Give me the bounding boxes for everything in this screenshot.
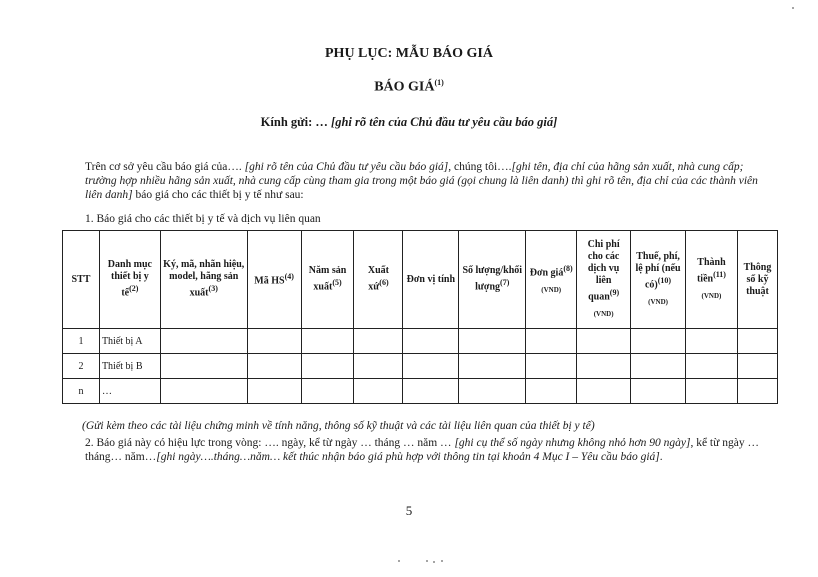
table-cell xyxy=(354,379,403,404)
header-cell xyxy=(99,231,160,329)
header-sup: (8) xyxy=(563,264,573,274)
header-label: Chi phí cho các dịch vụ liên quan xyxy=(587,239,620,303)
header-cell xyxy=(301,231,354,329)
header-label: Xuất xứ xyxy=(367,265,389,293)
table-cell xyxy=(686,354,738,379)
row-item: Thiết bị B xyxy=(99,354,160,379)
table-cell xyxy=(526,329,577,354)
header-cell xyxy=(737,231,777,329)
section-2-text-3: . xyxy=(659,451,663,463)
header-sup: (3) xyxy=(208,284,218,294)
header-label: Thành tiền xyxy=(696,257,726,285)
header-cell xyxy=(631,231,686,329)
table-cell xyxy=(459,379,526,404)
intro-hint-1: [ghi rõ tên của Chủ đầu tư yêu cầu báo giá] xyxy=(244,161,449,173)
table-cell xyxy=(160,354,247,379)
header-cell xyxy=(354,231,403,329)
header-sup: (4) xyxy=(284,272,294,282)
header-label: Đơn giá xyxy=(529,267,564,279)
addressee-hint: [ghi rõ tên của Chủ đầu tư yêu cầu báo giá] xyxy=(331,115,558,129)
header-sup: (6) xyxy=(379,278,389,288)
header-cell xyxy=(160,231,247,329)
table-cell xyxy=(247,354,301,379)
table-cell xyxy=(737,329,777,354)
table-cell xyxy=(160,379,247,404)
header-cell xyxy=(526,231,577,329)
table-cell xyxy=(459,354,526,379)
intro-text-2: , chúng tôi…. xyxy=(448,161,512,173)
quote-title xyxy=(0,78,818,96)
attachment-note: (Gửi kèm theo các tài liệu chứng minh về tính năng, thông số kỹ thuật và các tài liệu liên quan của thiết bị y tế) xyxy=(82,420,595,432)
table-cell xyxy=(577,379,631,404)
table-row xyxy=(63,379,778,404)
table-cell xyxy=(737,354,777,379)
appendix-title: PHỤ LỤC: MẪU BÁO GIÁ xyxy=(325,46,493,61)
table-cell xyxy=(686,379,738,404)
scan-speck xyxy=(433,561,435,563)
table-cell xyxy=(686,329,738,354)
table-cell xyxy=(160,329,247,354)
table-cell xyxy=(354,329,403,354)
table-cell xyxy=(247,379,301,404)
row-item: … xyxy=(99,379,160,404)
row-stt: 2 xyxy=(63,354,100,379)
row-stt: n xyxy=(63,379,100,404)
header-unit: (VND) xyxy=(648,297,668,306)
table-cell xyxy=(526,354,577,379)
section-2-hint-1: [ghi cụ thể số ngày nhưng không nhỏ hơn 90 ngày] xyxy=(454,437,691,449)
table-cell xyxy=(301,379,354,404)
table-cell xyxy=(301,354,354,379)
row-stt: 1 xyxy=(63,329,100,354)
header-unit: (VND) xyxy=(593,309,614,318)
table-cell xyxy=(403,379,459,404)
header-cell xyxy=(577,231,631,329)
header-label: Đơn vị tính xyxy=(406,273,456,285)
header-unit: (VND) xyxy=(701,291,722,300)
section-2-paragraph xyxy=(85,436,765,464)
scan-speck xyxy=(441,560,443,562)
header-label: Mã HS xyxy=(254,275,285,287)
addressee-label: Kính gửi: … xyxy=(260,115,328,129)
table-cell xyxy=(577,329,631,354)
section-2-text-1: 2. Báo giá này có hiệu lực trong vòng: …. ngày, kể từ ngày … tháng … năm … xyxy=(85,437,455,449)
intro-paragraph xyxy=(85,160,765,202)
header-cell xyxy=(247,231,301,329)
table-cell xyxy=(403,354,459,379)
table-cell xyxy=(403,329,459,354)
section-2-text-2: , kể từ ngày … tháng… năm… xyxy=(85,437,759,463)
header-sup: (10) xyxy=(657,276,672,286)
header-label: Số lượng/khối lượng xyxy=(462,265,523,293)
scan-speck xyxy=(398,560,400,562)
row-item: Thiết bị A xyxy=(99,329,160,354)
quote-table xyxy=(62,230,778,404)
header-cell xyxy=(686,231,738,329)
section-1-heading: 1. Báo giá cho các thiết bị y tế và dịch vụ liên quan xyxy=(85,213,321,225)
header-label: Thuế, phí, lệ phí (nếu có) xyxy=(635,251,681,291)
section-2-hint-2: [ghi ngày….tháng…năm… kết thúc nhận báo giá phù hợp với thông tin tại khoản 4 Mục I – Yêu cầu báo giá] xyxy=(156,451,660,463)
header-sup: (5) xyxy=(332,278,342,288)
table-row xyxy=(63,354,778,379)
page-number: 5 xyxy=(405,503,413,518)
table-cell xyxy=(247,329,301,354)
table-cell xyxy=(577,354,631,379)
header-sup: (9) xyxy=(609,288,620,298)
table-cell xyxy=(631,329,686,354)
table-cell xyxy=(526,379,577,404)
header-unit: (VND) xyxy=(541,285,562,294)
table-cell xyxy=(737,379,777,404)
header-label: Năm sản xuất xyxy=(308,265,347,293)
table-cell xyxy=(301,329,354,354)
table-row xyxy=(63,329,778,354)
table-cell xyxy=(631,354,686,379)
header-cell xyxy=(459,231,526,329)
intro-text-1: Trên cơ sở yêu cầu báo giá của…. xyxy=(85,161,245,173)
header-sup: (11) xyxy=(713,270,726,280)
scan-speck xyxy=(792,7,794,9)
header-label: STT xyxy=(71,273,91,285)
header-sup: (2) xyxy=(129,284,139,294)
header-label: Thông số kỹ thuật xyxy=(743,261,772,297)
header-sup: (7) xyxy=(500,278,510,288)
table-cell xyxy=(459,329,526,354)
table-cell xyxy=(354,354,403,379)
table-cell xyxy=(631,379,686,404)
addressee-line xyxy=(0,115,818,130)
quote-title-text: BÁO GIÁ xyxy=(374,79,435,95)
header-label: Danh mục thiết bị y tế xyxy=(107,259,152,299)
intro-text-3: báo giá cho các thiết bị y tế như sau: xyxy=(132,189,304,201)
header-label: Ký, mã, nhãn hiệu, model, hãng sản xuất xyxy=(163,259,245,299)
header-cell xyxy=(403,231,459,329)
header-cell xyxy=(63,231,100,329)
quote-title-sup: (1) xyxy=(434,78,444,87)
intro-hint-2: [ghi tên, địa chỉ của hãng sản xuất, nhà cung cấp; trường hợp nhiều hãng sản xuất, nhà cung cấp cùng tham gia trong một báo giá (gọi chung là liên danh) thì ghi rõ tên, địa chỉ của các thành viên liên danh] xyxy=(85,161,758,201)
scan-speck xyxy=(426,560,428,562)
table-header-row xyxy=(63,231,778,329)
